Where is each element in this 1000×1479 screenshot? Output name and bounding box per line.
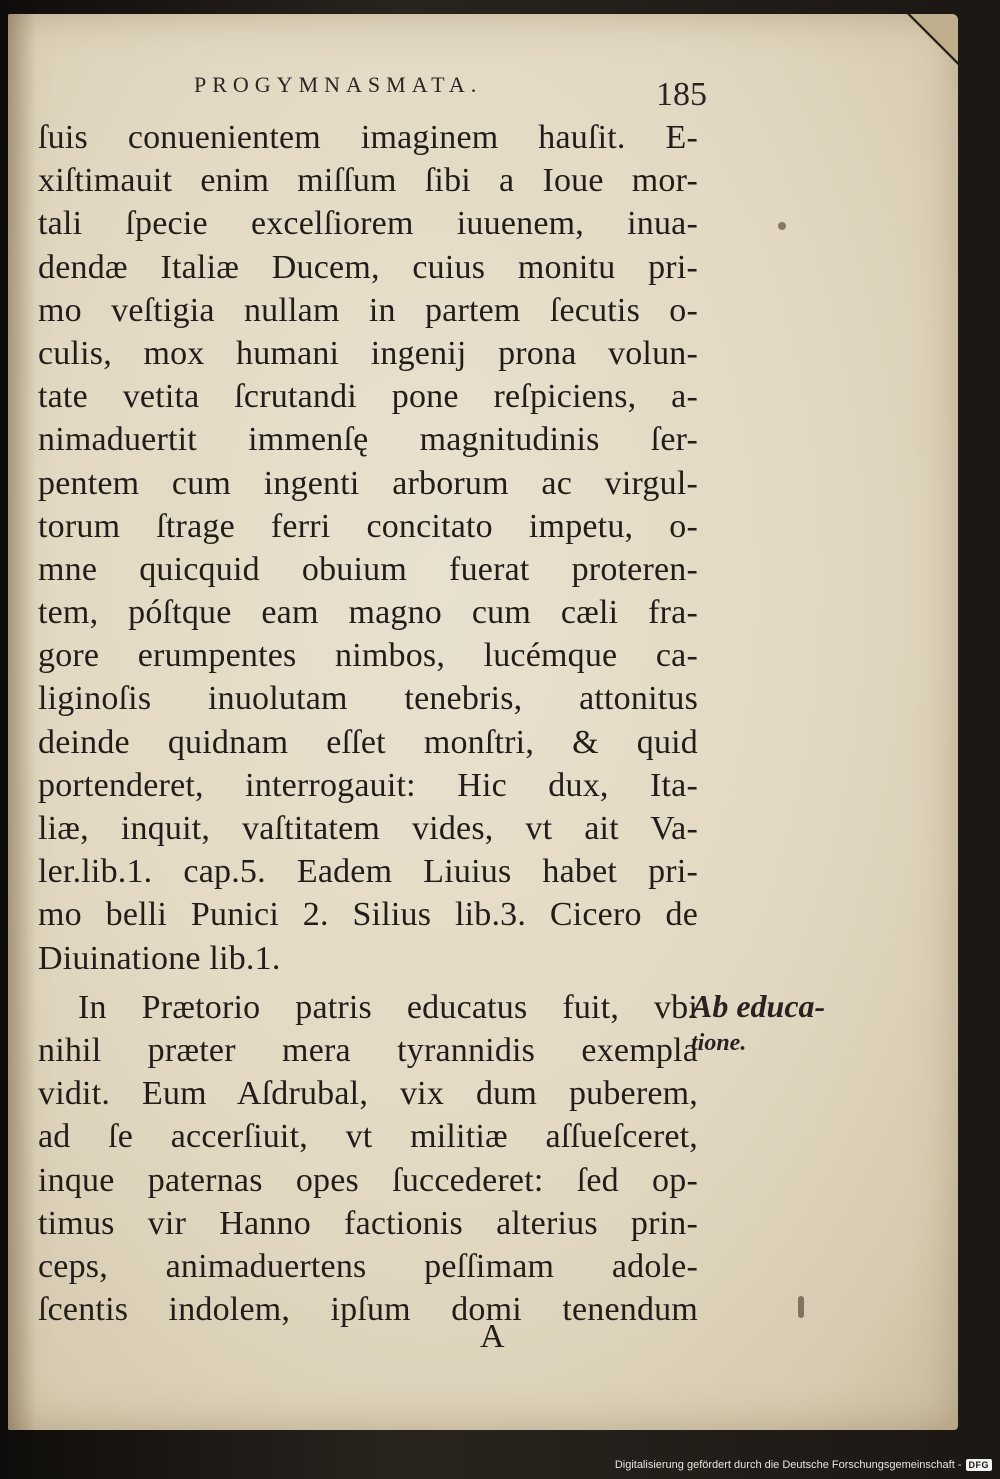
text-line: culis, mox humani ingenij prona volun- [38,334,698,372]
text-line: liæ, inquit, vaſtitatem vides, vt ait Va- [38,810,698,847]
text-line: ceps, animaduertens peſſimam adole- [38,1247,698,1285]
paragraph-first-line: In Prætorio patris educatus fuit, vbi [78,988,698,1026]
book-page [8,14,958,1430]
text-line: ſcentis indolem, ipſum domi tenendum [38,1291,698,1329]
marginal-note-line-1: Ab educa- [691,988,826,1024]
text-line: pentem cum ingenti arborum ac virgul- [38,464,698,502]
marginal-note [691,986,825,1060]
text-line: mne quicquid obuium fuerat proteren- [38,550,698,588]
text-line: tate vetita ſcrutandi pone reſpiciens, a- [38,378,698,416]
text-line: mo belli Punici 2. Silius lib.3. Cicero de [38,896,698,934]
marginal-note-line-2: tione. [691,1030,747,1056]
text-line: portenderet, interrogauit: Hic dux, Ita- [38,766,698,804]
text-line: nihil præter mera tyrannidis exempla [38,1031,698,1069]
dfg-logo: DFG [966,1459,993,1471]
text-line: deinde quidnam eſſet monſtri, & quid [38,723,698,761]
paragraph-end-line: Diuinatione lib.1. [38,939,281,977]
page-number: 185 [656,76,707,113]
running-head: PROGYMNASMATA. [194,72,483,97]
text-line: timus vir Hanno factionis alterius prin- [38,1204,698,1242]
text-line: dendæ Italiæ Ducem, cuius monitu pri- [38,248,698,286]
main-text-block [38,116,698,1331]
text-line: ad ſe accerſiuit, vt militiæ aſſueſceret, [38,1118,698,1156]
text-line: tem, póſtque eam magno cum cæli fra- [38,594,698,632]
text-line: xiſtimauit enim miſſum ſibi a Ioue mor- [38,162,698,200]
text-line: nimaduertit immenſę magnitudinis ſer- [38,421,698,459]
catchword: A [480,1318,505,1355]
ink-spot [798,1296,804,1318]
text-line: gore erumpentes nimbos, lucémque ca- [38,637,698,675]
text-line: mo veſtigia nullam in partem ſecutis o- [38,291,698,329]
text-line: torum ſtrage ferri concitato impetu, o- [38,507,698,545]
text-line: liginoſis inuolutam tenebris, attonitus [38,680,698,718]
text-line: inque paternas opes ſuccederet: ſed op- [38,1161,698,1199]
text-line: tali ſpecie excelſiorem iuuenem, inua- [38,205,698,243]
ink-spot [778,222,786,230]
text-line: ler.lib.1. cap.5. Eadem Liuius habet pri- [38,853,698,891]
text-line: vidit. Eum Aſdrubal, vix dum puberem, [38,1075,698,1113]
digitization-credit [615,1459,992,1471]
credit-text: Digitalisierung gefördert durch die Deutsche Forschungsgemeinschaft - [614,1459,962,1471]
text-line: ſuis conuenientem imaginem hauſit. E- [38,119,698,156]
folded-corner [910,14,958,62]
